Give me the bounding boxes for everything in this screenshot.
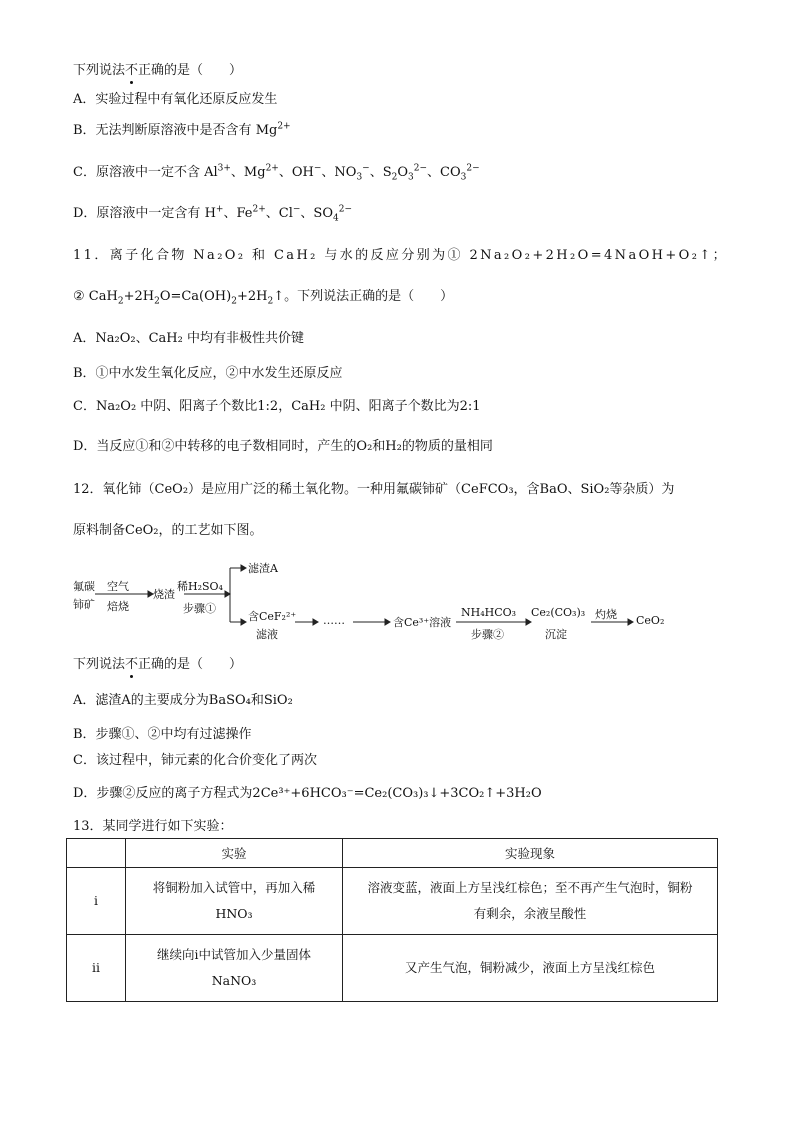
- flow-residue-a: 滤渣A: [248, 562, 278, 575]
- q12-option-c: C．该过程中，铈元素的化合价变化了两次: [73, 753, 317, 768]
- flow-raw-1: 氟碳: [73, 580, 95, 593]
- flow-filtrate1: 含CeF₂²⁺: [248, 610, 297, 623]
- flow-step2: 步骤②: [471, 628, 504, 641]
- flow-precipitate: Ce₂(CO₃)₃: [531, 606, 586, 619]
- q12-stem-emphasis: 不: [125, 657, 139, 672]
- flow-raw-2: 铈矿: [73, 598, 95, 611]
- table-row: [67, 935, 718, 1002]
- flow-ce3-solution: 含Ce³⁺溶液: [393, 616, 452, 629]
- row-observation-line2: 有剩余，余液呈酸性: [473, 906, 587, 921]
- flow-acid: 稀H₂SO₄: [177, 580, 223, 593]
- flow-air: 空气: [107, 580, 129, 593]
- q12-option-d: D．步骤②反应的离子方程式为2Ce³⁺+6HCO₃⁻=Ce₂(CO₃)₃↓+3CO₂↑+3H₂O: [73, 786, 542, 801]
- row-observation-line1: 又产生气泡，铜粉减少，液面上方呈浅红棕色: [404, 960, 655, 975]
- q12-stem-pre: 下列说法: [73, 657, 126, 672]
- row-observation-line1: 溶液变蓝，液面上方呈浅红棕色；至不再产生气泡时，铜粉: [367, 880, 693, 895]
- q12-option-a: A．滤渣A的主要成分为BaSO₄和SiO₂: [73, 693, 293, 708]
- row-experiment-line2: HNO₃: [215, 906, 253, 921]
- q12-stem-line2: 原料制备CeO₂，的工艺如下图。: [73, 523, 263, 538]
- flow-calcine: 灼烧: [595, 608, 617, 621]
- flow-slag: 烧渣: [153, 588, 175, 601]
- table-row: [67, 868, 718, 935]
- q10-stem-pre: 下列说法: [73, 63, 126, 78]
- flow-precipitate-label: 沉淀: [545, 628, 567, 641]
- q11-option-b: B．①中水发生氧化反应，②中水发生还原反应: [73, 366, 343, 381]
- q12-stem-post: 正确的是（ ）: [138, 657, 243, 672]
- flow-product: CeO₂: [636, 614, 665, 627]
- row-experiment-line1: 继续向ⅰ中试管加入少量固体: [157, 947, 311, 962]
- q13-table: [66, 838, 718, 1002]
- q11-option-c: C．Na₂O₂ 中阴、阳离子个数比1:2，CaH₂ 中阴、阳离子个数比为2:1: [73, 399, 481, 414]
- table-header-row: [67, 839, 718, 868]
- q10-stem-post: 正确的是（ ）: [138, 63, 243, 78]
- q10-option-c-text: C．原溶液中一定不含: [73, 165, 200, 180]
- flow-dots: ……: [323, 614, 345, 627]
- q11-stem-tail: 。下列说法正确的是（ ）: [284, 289, 454, 304]
- flow-step1: 步骤①: [183, 602, 216, 615]
- q12-process-flow: [73, 556, 733, 646]
- row-experiment: [126, 868, 343, 935]
- q12-stem: [73, 656, 242, 674]
- q10-option-d: D．原溶液中一定含有 H+、$Fe^{2+}$、Cl−、$SO_4^{2-}$: [73, 204, 353, 224]
- q11-stem-line2: ② $CaH_2+2H_2O=Ca(OH)_2+2H_2↑$。下列说法正确的是（ ）: [73, 289, 454, 307]
- row-observation: [343, 868, 718, 935]
- q10-stem: [73, 62, 242, 80]
- q13-stem: 13．某同学进行如下实验：: [73, 819, 233, 834]
- q11-option-a: A．Na₂O₂、CaH₂ 中均有非极性共价键: [73, 331, 304, 346]
- row-observation: [343, 935, 718, 1002]
- q11-stem-line1: 11．离子化合物 Na₂O₂ 和 CaH₂ 与水的反应分别为① 2Na₂O₂+2H₂O=4NaOH+O₂↑；: [73, 248, 729, 263]
- table-header-cell: 实验现象: [343, 839, 718, 868]
- q10-option-b: B．无法判断原溶液中是否含有 $Mg^{2+}$: [73, 121, 291, 138]
- q12-option-b: B．步骤①、②中均有过滤操作: [73, 727, 252, 742]
- flow-filtrate1-label: 滤液: [256, 628, 278, 641]
- row-experiment-line2: NaNO₃: [211, 973, 257, 988]
- q10-option-d-text: D．原溶液中一定含有: [73, 206, 201, 221]
- flow-roast: 焙烧: [107, 600, 129, 613]
- q10-stem-emphasis: 不: [125, 63, 139, 78]
- table-header-cell: [67, 839, 126, 868]
- row-id: i: [67, 868, 126, 935]
- q12-stem-line1: 12．氧化铈（CeO₂）是应用广泛的稀土氧化物。一种用氟碳铈矿（CeFCO₃，含BaO、SiO₂等杂质）为: [73, 482, 675, 497]
- q10-option-a: A．实验过程中有氧化还原反应发生: [73, 92, 278, 107]
- flow-reagent2: NH₄HCO₃: [461, 606, 517, 619]
- q10-option-c: C．原溶液中一定不含 $Al^{3+}$、$Mg^{2+}$、OH−、$NO_3^-$、$S_2O_3^{2-}$、$CO_3^{2-}$: [73, 163, 480, 183]
- row-experiment: [126, 935, 343, 1002]
- table-header-cell: 实验: [126, 839, 343, 868]
- row-experiment-line1: 将铜粉加入试管中，再加入稀: [152, 880, 316, 895]
- q11-option-d: D．当反应①和②中转移的电子数相同时，产生的O₂和H₂的物质的量相同: [73, 439, 493, 454]
- q10-option-b-text: B．无法判断原溶液中是否含有: [73, 123, 252, 138]
- row-id: ii: [67, 935, 126, 1002]
